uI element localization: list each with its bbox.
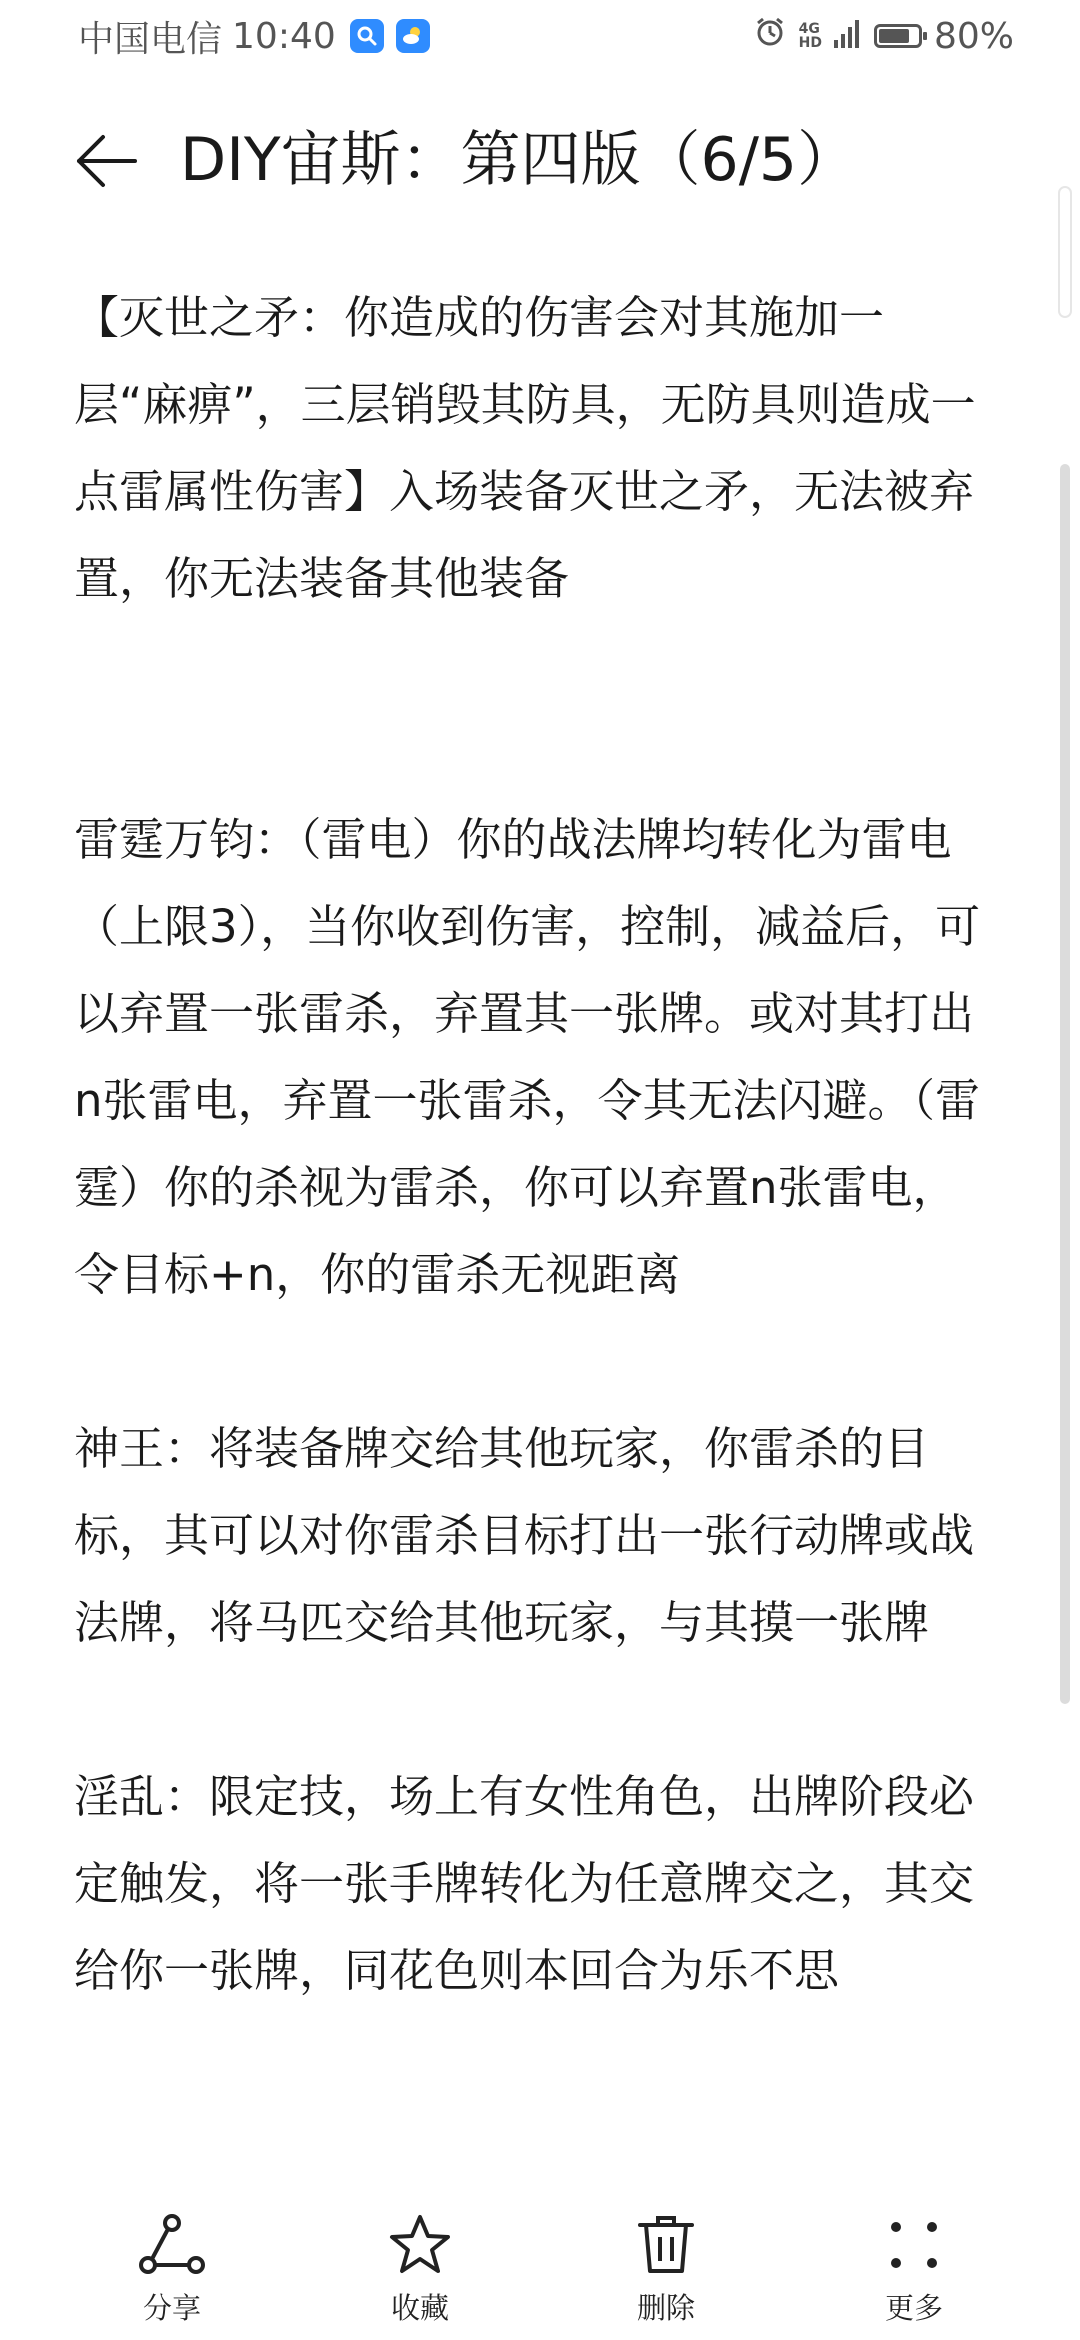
signal-icon <box>834 16 862 57</box>
share-icon <box>137 2210 207 2280</box>
paragraph-god-king: 神王：将装备牌交给其他玩家，你雷杀的目标，其可以对你雷杀目标打出一张行动牌或战法牌，将马匹交给其他玩家，与其摸一张牌 <box>74 1422 975 1649</box>
carrier-name: 中国电信 <box>78 18 223 60</box>
scrollbar[interactable] <box>1060 464 1070 1704</box>
arrow-left-icon <box>75 133 139 189</box>
battery-icon <box>874 24 922 48</box>
battery-fill <box>879 29 909 43</box>
star-icon <box>385 2210 455 2280</box>
status-right <box>753 12 1014 60</box>
note-content <box>74 274 994 2014</box>
delete-label: 删除 <box>636 2291 695 2325</box>
status-left <box>78 12 430 60</box>
network-type <box>799 22 822 50</box>
bottom-toolbar <box>0 2190 1080 2340</box>
more-button[interactable] <box>834 2210 994 2330</box>
trash-icon <box>631 2210 701 2280</box>
share-button[interactable] <box>92 2210 252 2330</box>
battery-percent: 80% <box>933 15 1014 57</box>
status-bar <box>0 0 1080 72</box>
paragraph-thunder: 雷霆万钧：（雷电）你的战法牌均转化为雷电（上限3），当你收到伤害，控制，减益后，可以弃置一张雷杀，弃置其一张牌。或对其打出n张雷电，弃置一张雷杀，令其无法闪避。（雷霆）你的杀视为雷杀，你可以弃置n张雷电，令目标+n，你的雷杀无视距离 <box>74 813 981 1301</box>
paragraph-gap <box>74 622 994 796</box>
page-title: DIY宙斯：第四版（6/5） <box>180 125 858 195</box>
search-app-icon <box>350 19 384 53</box>
share-label: 分享 <box>142 2291 201 2325</box>
scroll-indicator-top <box>1058 186 1072 318</box>
paragraph-gap <box>74 1318 994 1405</box>
back-button[interactable] <box>72 126 142 196</box>
favorite-button[interactable] <box>340 2210 500 2330</box>
status-time: 10:40 <box>232 15 336 57</box>
more-dots-icon <box>879 2210 949 2280</box>
network-type-bottom: HD <box>798 35 822 51</box>
alarm-icon <box>753 15 787 58</box>
more-label: 更多 <box>884 2291 943 2325</box>
network-type-top: 4G <box>798 21 820 37</box>
delete-button[interactable] <box>586 2210 746 2330</box>
paragraph-gap <box>74 1666 994 1753</box>
favorite-label: 收藏 <box>390 2291 449 2325</box>
header <box>0 100 1080 220</box>
paragraph-weapon: 【灭世之矛：你造成的伤害会对其施加一层“麻痹”，三层销毁其防具，无防具则造成一点雷属性伤害】入场装备灭世之矛，无法被弃置，你无法装备其他装备 <box>74 291 976 605</box>
paragraph-limited-skill: 淫乱：限定技，场上有女性角色，出牌阶段必定触发，将一张手牌转化为任意牌交之，其交给你一张牌，同花色则本回合为乐不思 <box>74 1770 975 1997</box>
weather-app-icon <box>396 19 430 53</box>
